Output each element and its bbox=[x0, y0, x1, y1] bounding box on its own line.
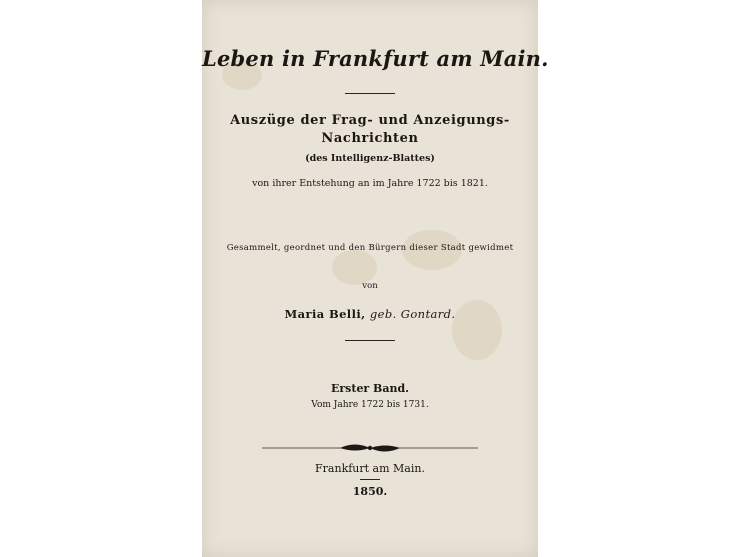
author bbox=[202, 307, 538, 321]
subtitle-line-1: Auszüge der Frag- und Anzeigungs- bbox=[230, 113, 510, 128]
by-line: von bbox=[362, 281, 378, 291]
author-rule bbox=[345, 340, 395, 341]
volume-range: Vom Jahre 1722 bis 1731. bbox=[311, 400, 429, 410]
book-title-page bbox=[202, 0, 549, 557]
title-rule bbox=[345, 93, 395, 94]
author-name: Maria Belli, bbox=[284, 307, 366, 321]
dedication: Gesammelt, geordnet und den Bürgern dieser Stadt gewidmet bbox=[226, 243, 514, 253]
subtitle-line-2: Nachrichten bbox=[321, 131, 419, 146]
subtitle-line-3: (des Intelligenz-Blattes) bbox=[305, 153, 435, 164]
volume-label: Erster Band. bbox=[330, 382, 410, 395]
book-title: Leben in Frankfurt am Main. bbox=[202, 46, 549, 71]
age-stain bbox=[332, 250, 377, 285]
place-rule bbox=[360, 479, 380, 480]
publication-year: 1850. bbox=[352, 485, 388, 498]
ornamental-rule bbox=[262, 441, 478, 455]
publication-place: Frankfurt am Main. bbox=[315, 462, 425, 475]
author-maiden-name: geb. Gontard. bbox=[369, 307, 456, 321]
subtitle-line-4: von ihrer Entstehung an im Jahre 1722 bis 1821. bbox=[252, 178, 488, 189]
